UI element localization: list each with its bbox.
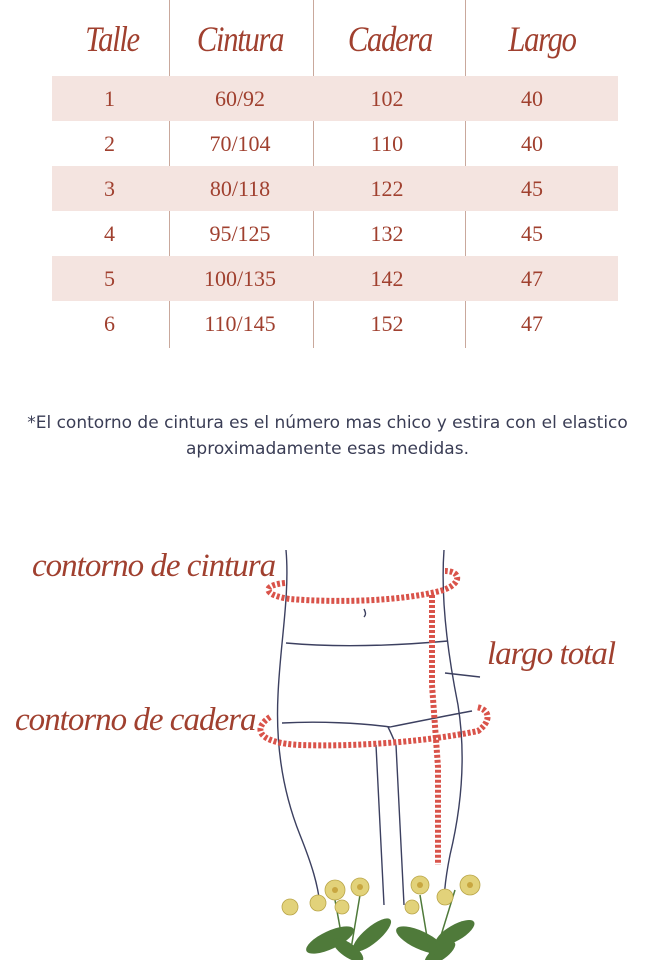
waist-note — [0, 410, 655, 462]
cell-cintura: 95/125 — [209, 221, 271, 246]
hip-tape — [260, 707, 487, 745]
cell-talle: 5 — [104, 266, 115, 291]
table-row — [52, 166, 618, 211]
header-talle: Talle — [85, 19, 139, 59]
shorts-hem — [282, 711, 472, 727]
body-outline — [278, 550, 480, 905]
table-row — [52, 76, 618, 121]
navel — [364, 609, 366, 617]
cell-talle: 2 — [104, 131, 115, 156]
cell-largo: 45 — [521, 221, 543, 246]
cell-cadera: 102 — [370, 86, 404, 111]
label-length: largo total — [487, 636, 616, 672]
cell-talle: 3 — [104, 176, 115, 201]
cell-talle: 6 — [104, 311, 115, 336]
size-table — [52, 0, 618, 350]
cell-largo: 40 — [521, 131, 543, 156]
table-row — [52, 301, 618, 346]
length-tape — [432, 595, 438, 865]
right-leg-outline — [443, 550, 462, 905]
cell-cintura: 80/118 — [209, 176, 271, 201]
table-row — [52, 256, 618, 301]
header-cintura: Cintura — [196, 19, 284, 59]
blossoms — [282, 875, 480, 915]
header-largo: Largo — [508, 19, 576, 59]
cell-cadera: 122 — [370, 176, 404, 201]
cell-cintura: 60/92 — [214, 86, 266, 111]
note-line-1: *El contorno de cintura es el número mas chico y estira con el elastico — [27, 413, 628, 433]
cell-cadera: 142 — [370, 266, 404, 291]
cell-cadera: 110 — [370, 131, 404, 156]
cell-talle: 4 — [104, 221, 115, 246]
inner-right-leg — [396, 745, 404, 905]
waist-tape — [268, 571, 457, 601]
cell-largo: 47 — [521, 266, 543, 291]
cell-cintura: 70/104 — [209, 131, 271, 156]
leaves — [303, 913, 478, 960]
label-waist: contorno de cintura — [32, 548, 276, 584]
cell-talle: 1 — [104, 86, 115, 111]
cell-largo: 47 — [521, 311, 543, 336]
label-hip: contorno de cadera — [15, 702, 256, 738]
measurement-diagram — [0, 535, 655, 960]
cell-cintura: 110/145 — [204, 311, 276, 336]
cell-largo: 45 — [521, 176, 543, 201]
cell-cadera: 132 — [370, 221, 404, 246]
cell-largo: 40 — [521, 86, 543, 111]
table-row — [52, 211, 618, 256]
shorts-waistband — [286, 641, 448, 646]
cell-cintura: 100/135 — [203, 266, 277, 291]
inner-left-leg — [376, 745, 384, 905]
table-row — [52, 121, 618, 166]
flower-decoration — [282, 875, 480, 960]
length-pointer — [445, 673, 480, 677]
note-line-2: aproximadamente esas medidas. — [186, 439, 469, 459]
cell-cadera: 152 — [370, 311, 404, 336]
header-cadera: Cadera — [347, 19, 433, 59]
